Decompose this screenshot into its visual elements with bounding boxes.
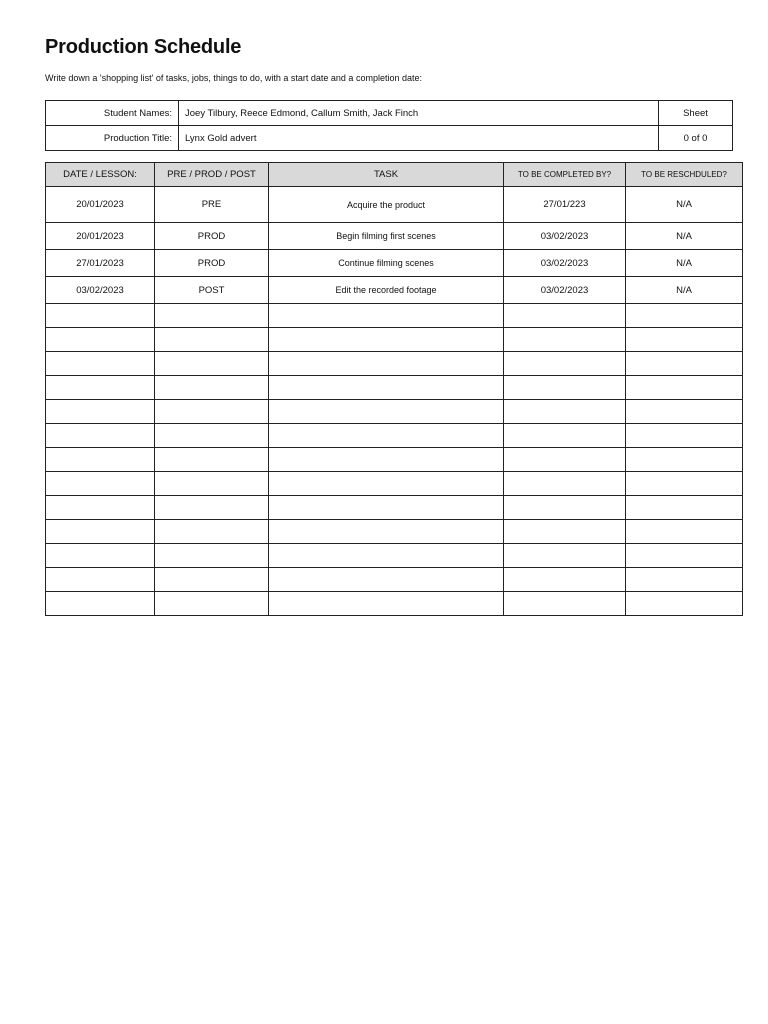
empty-cell[interactable]	[504, 352, 626, 376]
column-header-completed-by: TO BE COMPLETED BY?	[504, 163, 626, 187]
empty-cell[interactable]	[504, 520, 626, 544]
rescheduled-cell[interactable]: N/A	[626, 187, 743, 223]
table-row	[46, 223, 743, 250]
production-title-row	[46, 126, 733, 151]
student-names-label: Student Names:	[46, 101, 179, 126]
empty-cell[interactable]	[626, 328, 743, 352]
empty-cell[interactable]	[46, 568, 155, 592]
empty-cell[interactable]	[155, 496, 269, 520]
empty-cell[interactable]	[504, 424, 626, 448]
completed-by-cell[interactable]: 03/02/2023	[504, 223, 626, 250]
sheet-label: Sheet	[659, 101, 733, 126]
empty-cell[interactable]	[504, 568, 626, 592]
rescheduled-cell[interactable]: N/A	[626, 250, 743, 277]
empty-cell[interactable]	[46, 472, 155, 496]
date-cell[interactable]: 20/01/2023	[46, 223, 155, 250]
empty-cell[interactable]	[269, 328, 504, 352]
column-header-date: DATE / LESSON:	[46, 163, 155, 187]
empty-cell[interactable]	[504, 304, 626, 328]
student-names-value[interactable]: Joey Tilbury, Reece Edmond, Callum Smith, Jack Finch	[179, 101, 659, 126]
empty-row	[46, 304, 743, 328]
empty-cell[interactable]	[504, 448, 626, 472]
empty-cell[interactable]	[269, 592, 504, 616]
empty-cell[interactable]	[155, 544, 269, 568]
empty-cell[interactable]	[269, 520, 504, 544]
completed-by-cell[interactable]: 03/02/2023	[504, 277, 626, 304]
empty-cell[interactable]	[269, 472, 504, 496]
empty-row	[46, 352, 743, 376]
task-cell[interactable]: Edit the recorded footage	[269, 277, 504, 304]
empty-cell[interactable]	[155, 568, 269, 592]
empty-cell[interactable]	[155, 424, 269, 448]
empty-row	[46, 544, 743, 568]
empty-cell[interactable]	[626, 520, 743, 544]
empty-cell[interactable]	[626, 472, 743, 496]
empty-cell[interactable]	[46, 352, 155, 376]
empty-row	[46, 520, 743, 544]
empty-cell[interactable]	[46, 544, 155, 568]
rescheduled-cell[interactable]: N/A	[626, 223, 743, 250]
date-cell[interactable]: 20/01/2023	[46, 187, 155, 223]
empty-cell[interactable]	[46, 448, 155, 472]
empty-row	[46, 376, 743, 400]
completed-by-cell[interactable]: 27/01/223	[504, 187, 626, 223]
empty-cell[interactable]	[269, 424, 504, 448]
stage-cell[interactable]: POST	[155, 277, 269, 304]
empty-cell[interactable]	[626, 400, 743, 424]
empty-cell[interactable]	[46, 496, 155, 520]
empty-cell[interactable]	[626, 592, 743, 616]
empty-cell[interactable]	[155, 328, 269, 352]
empty-cell[interactable]	[626, 376, 743, 400]
empty-cell[interactable]	[46, 424, 155, 448]
empty-cell[interactable]	[504, 496, 626, 520]
empty-cell[interactable]	[504, 592, 626, 616]
empty-cell[interactable]	[504, 400, 626, 424]
empty-cell[interactable]	[269, 304, 504, 328]
schedule-table	[45, 162, 743, 616]
empty-cell[interactable]	[155, 520, 269, 544]
task-cell[interactable]: Acquire the product	[269, 187, 504, 223]
empty-row	[46, 448, 743, 472]
empty-row	[46, 496, 743, 520]
empty-cell[interactable]	[626, 496, 743, 520]
empty-cell[interactable]	[46, 304, 155, 328]
empty-cell[interactable]	[269, 568, 504, 592]
empty-cell[interactable]	[269, 352, 504, 376]
stage-cell[interactable]: PROD	[155, 223, 269, 250]
task-cell[interactable]: Begin filming first scenes	[269, 223, 504, 250]
empty-cell[interactable]	[155, 472, 269, 496]
empty-cell[interactable]	[626, 448, 743, 472]
empty-cell[interactable]	[269, 448, 504, 472]
instructions-text: Write down a 'shopping list' of tasks, jobs, things to do, with a start date and a completion date:	[45, 73, 422, 83]
empty-cell[interactable]	[504, 376, 626, 400]
production-title-label: Production Title:	[46, 126, 179, 151]
empty-cell[interactable]	[626, 424, 743, 448]
empty-cell[interactable]	[504, 328, 626, 352]
empty-cell[interactable]	[155, 376, 269, 400]
empty-cell[interactable]	[504, 544, 626, 568]
date-cell[interactable]: 03/02/2023	[46, 277, 155, 304]
empty-cell[interactable]	[269, 544, 504, 568]
empty-cell[interactable]	[155, 592, 269, 616]
empty-row	[46, 328, 743, 352]
column-header-task: TASK	[269, 163, 504, 187]
completed-by-cell[interactable]: 03/02/2023	[504, 250, 626, 277]
empty-cell[interactable]	[155, 304, 269, 328]
production-info-table	[45, 100, 733, 151]
rescheduled-cell[interactable]: N/A	[626, 277, 743, 304]
empty-cell[interactable]	[626, 544, 743, 568]
empty-cell[interactable]	[155, 448, 269, 472]
empty-cell[interactable]	[626, 568, 743, 592]
empty-cell[interactable]	[46, 376, 155, 400]
empty-cell[interactable]	[269, 400, 504, 424]
column-header-rescheduled: TO BE RESCHDULED?	[626, 163, 743, 187]
schedule-header-row	[46, 163, 743, 187]
empty-cell[interactable]	[155, 352, 269, 376]
date-cell[interactable]: 27/01/2023	[46, 250, 155, 277]
empty-cell[interactable]	[269, 496, 504, 520]
table-row	[46, 187, 743, 223]
empty-row	[46, 592, 743, 616]
stage-cell[interactable]: PROD	[155, 250, 269, 277]
empty-cell[interactable]	[46, 400, 155, 424]
stage-cell[interactable]: PRE	[155, 187, 269, 223]
empty-cell[interactable]	[46, 328, 155, 352]
empty-cell[interactable]	[626, 304, 743, 328]
student-names-row	[46, 101, 733, 126]
table-row	[46, 277, 743, 304]
page-title: Production Schedule	[45, 36, 242, 58]
empty-cell[interactable]	[504, 472, 626, 496]
empty-row	[46, 424, 743, 448]
empty-row	[46, 472, 743, 496]
task-cell[interactable]: Continue filming scenes	[269, 250, 504, 277]
empty-cell[interactable]	[46, 592, 155, 616]
table-row	[46, 250, 743, 277]
empty-cell[interactable]	[46, 520, 155, 544]
empty-row	[46, 400, 743, 424]
sheet-number[interactable]: 0 of 0	[659, 126, 733, 151]
production-title-value[interactable]: Lynx Gold advert	[179, 126, 659, 151]
empty-cell[interactable]	[626, 352, 743, 376]
empty-row	[46, 568, 743, 592]
empty-cell[interactable]	[269, 376, 504, 400]
column-header-stage: PRE / PROD / POST	[155, 163, 269, 187]
empty-cell[interactable]	[155, 400, 269, 424]
